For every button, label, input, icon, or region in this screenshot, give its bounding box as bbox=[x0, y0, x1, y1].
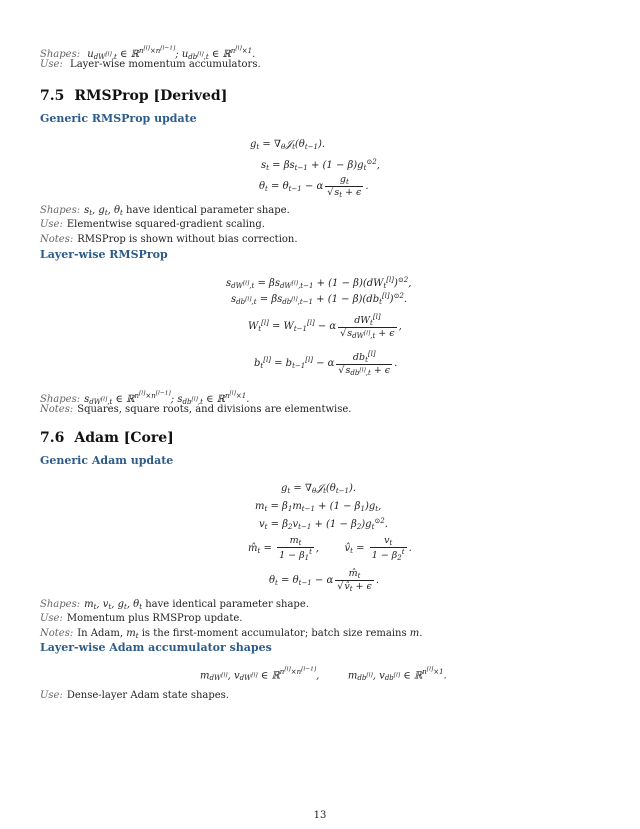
eq-layer-s-w: $s_{dW^{[l]},t} = \beta s_{dW^{[l]},t-1} + (1 - \beta)(dW_t[l])^{⊙2}$, bbox=[226, 276, 412, 290]
adam-shapes-line: Shapes: $m_t$, $v_t$, $g_t$, $\theta_t$ have identical parameter shape. bbox=[40, 599, 309, 611]
section-heading-adam: 7.6 Adam [Core] bbox=[40, 430, 174, 446]
rms-shapes-line: Shapes: $s_t$, $g_t$, $\theta_t$ have identical parameter shape. bbox=[40, 205, 290, 217]
shapes-label: Shapes: bbox=[40, 49, 81, 61]
subheading-generic-adam: Generic Adam update bbox=[40, 454, 174, 467]
subheading-generic-rmsprop: Generic RMSProp update bbox=[40, 112, 197, 125]
adam-layer-use-line: Use: Dense-layer Adam state shapes. bbox=[40, 690, 229, 701]
shapes-math: $u_{dW^{[l]},t}$ ∈ ℝ$^{n^{[l]}\times n^{[l-1]}}$; $u_{db^{[l]},t}$ ∈ ℝ$^{n^{[l]}\times 1}$. bbox=[87, 46, 256, 62]
rms-notes-line: Notes: RMSProp is shown without bias correction. bbox=[40, 234, 298, 245]
rms-layer-shapes-line: Shapes: $s_{dW^{[l]},t}$ ∈ ℝ$^{n^{[l]}\times n^{[l-1]}}$; $s_{db^{[l]},t}$ ∈ ℝ$^{n^{[l]}\times 1}$. bbox=[40, 391, 250, 407]
adam-notes-line: Notes: In Adam, $m_t$ is the first-moment accumulator; batch size remains m. bbox=[40, 628, 423, 640]
eq-layer-b-update: $b_t[l] = b_{t-1}[l] - \alpha$ $\frac{db_t^{[l]}}{√s_{db^{[l]},t} + \epsilon}$ . bbox=[254, 350, 398, 377]
use-line bbox=[40, 57, 261, 72]
eq-layer-w-update: $W_t[l] = W_{t-1}[l] - \alpha$ $\frac{dW_t^{[l]}}{√s_{dW^{[l]},t} + \epsilon}$ , bbox=[248, 313, 402, 340]
eq-layer-s-b: $s_{db^{[l]},t} = \beta s_{db^{[l]},t-1} + (1 - \beta)(db_t[l])^{⊙2}$. bbox=[231, 292, 408, 306]
rms-use-line: Use: Elementwise squared-gradient scaling. bbox=[40, 219, 265, 230]
eq-adam-bias-corr: $m̂_t$ = $\frac{m_t}{1 - \beta_1^t}$ , $v̂_t$ = $\frac{v_t}{1 - \beta_2^t}$ . bbox=[248, 535, 412, 562]
eq-rms-s: $s_t = \beta s_{t-1} + (1 - \beta)g_t^{⊙2}$, bbox=[261, 158, 380, 172]
section-heading-rmsprop: 7.5 RMSProp [Derived] bbox=[40, 88, 228, 104]
rms-layer-notes-line: Notes: Squares, square roots, and divisions are elementwise. bbox=[40, 404, 352, 415]
page-number: 13 bbox=[313, 810, 327, 821]
use-label: Use: bbox=[40, 59, 63, 70]
eq-adam-m: $m_t = \beta_1m_{t-1} + (1 - \beta_1)g_t$, bbox=[255, 501, 382, 513]
eq-adam-theta: $\theta_t = \theta_{t-1} - \alpha$ $\frac{m̂_t}{√v̂_t + \epsilon}$ . bbox=[269, 568, 380, 593]
eq-adam-v: $v_t = \beta_2v_{t-1} + (1 - \beta_2)g_t^{⊙2}$. bbox=[259, 517, 388, 531]
eq-adam-gradient: $g_t$ = $\nabla_\theta 𝒥_t(\theta_{t-1})$. bbox=[281, 483, 357, 495]
subheading-layer-rmsprop: Layer-wise RMSProp bbox=[40, 248, 168, 261]
eq-adam-state-shapes: $m_{dW^{[l]}}$, $v_{dW^{[l]}}$ ∈ ℝ$^{n^{[l]}\times n^{[l-1]}}$, $m_{db^{[l]}}$, $v_{db^{[l]}}$ ∈ ℝ$^{n^{[l]}\times 1}$. bbox=[200, 667, 447, 683]
subheading-layer-adam: Layer-wise Adam accumulator shapes bbox=[40, 641, 272, 654]
eq-gradient: $g_t$ = $\nabla_\theta 𝒥_t(\theta_{t-1})$. bbox=[250, 139, 326, 151]
eq-rms-theta: $\theta_t = \theta_{t-1} - \alpha$ $\frac{g_t}{√s_t + \epsilon}$ . bbox=[259, 174, 369, 199]
adam-use-line: Use: Momentum plus RMSProp update. bbox=[40, 613, 243, 624]
use-text: Layer-wise momentum accumulators. bbox=[70, 59, 261, 70]
